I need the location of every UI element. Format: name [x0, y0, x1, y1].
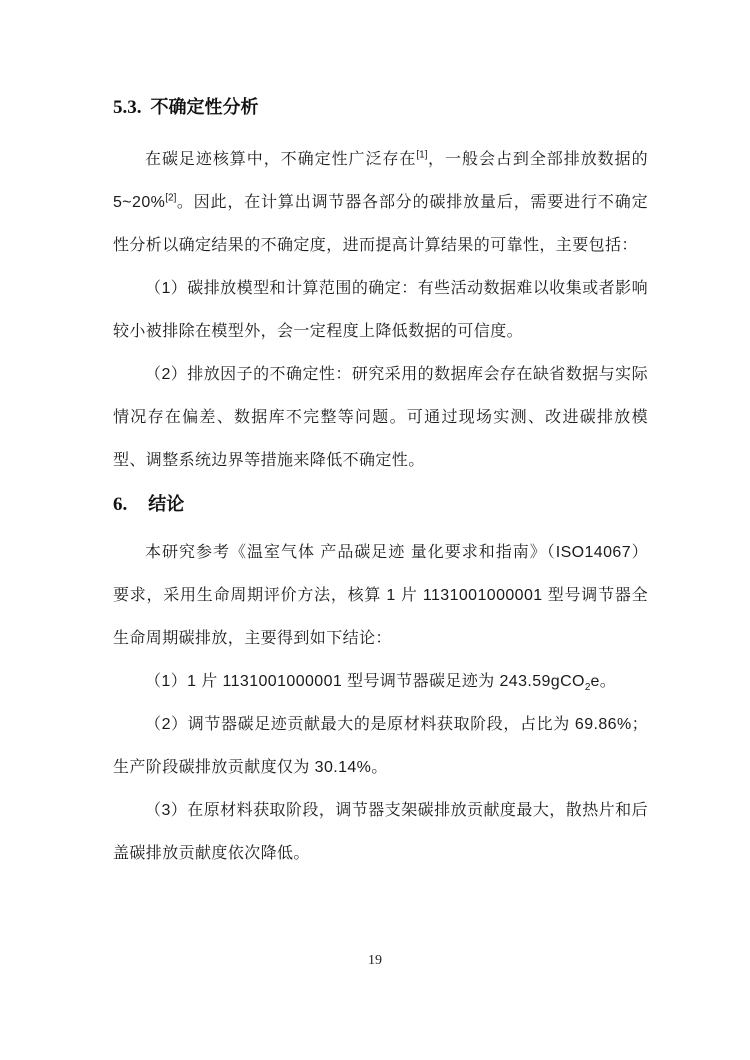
- section-5-3-number: 5.3.: [113, 97, 142, 118]
- page-footer: [0, 953, 750, 969]
- document-content: [113, 86, 648, 875]
- section-6-title: 结论: [148, 494, 185, 514]
- conclusion-item-2: （2）调节器碳足迹贡献最大的是原材料获取阶段，占比为 69.86%；生产阶段碳排放贡献度仅为 30.14%。: [113, 716, 648, 776]
- section-6-number: 6.: [113, 494, 128, 515]
- list-item-uncertainty-2: （2）排放因子的不确定性：研究采用的数据库会存在缺省数据与实际情况存在偏差、数据库不完整等问题。可通过现场实测、改进碳排放模型、调整系统边界等措施来降低不确定性。: [113, 366, 648, 469]
- section-5-3-title: 不确定性分析: [150, 97, 259, 117]
- page-number: 19: [368, 953, 382, 968]
- conclusion-item-1: （1）1 片 1131001000001 型号调节器碳足迹为 243.59gCO$_2$e。: [145, 673, 617, 694]
- conclusion-item-3: （3）在原材料获取阶段，调节器支架碳排放贡献度最大，散热片和后盖碳排放贡献度依次降低。: [113, 802, 648, 862]
- paragraph-uncertainty-intro: 在碳足迹核算中，不确定性广泛存在[1]，一般会占到全部排放数据的 5~20%[2]。因此，在计算出调节器各部分的碳排放量后，需要进行不确定性分析以确定结果的不确定度，进而提高计算结果的可靠性，主要包括：: [113, 149, 648, 254]
- paragraph-conclusion-intro: 本研究参考《温室气体 产品碳足迹 量化要求和指南》（ISO14067）要求，采用生命周期评价方法，核算 1 片 1131001000001 型号调节器全生命周期碳排放，主要得到如下结论：: [113, 544, 648, 647]
- list-item-uncertainty-1: （1）碳排放模型和计算范围的确定：有些活动数据难以收集或者影响较小被排除在模型外，会一定程度上降低数据的可信度。: [113, 280, 648, 340]
- section-heading-6: [113, 483, 648, 526]
- section-heading-5-3: [113, 86, 648, 129]
